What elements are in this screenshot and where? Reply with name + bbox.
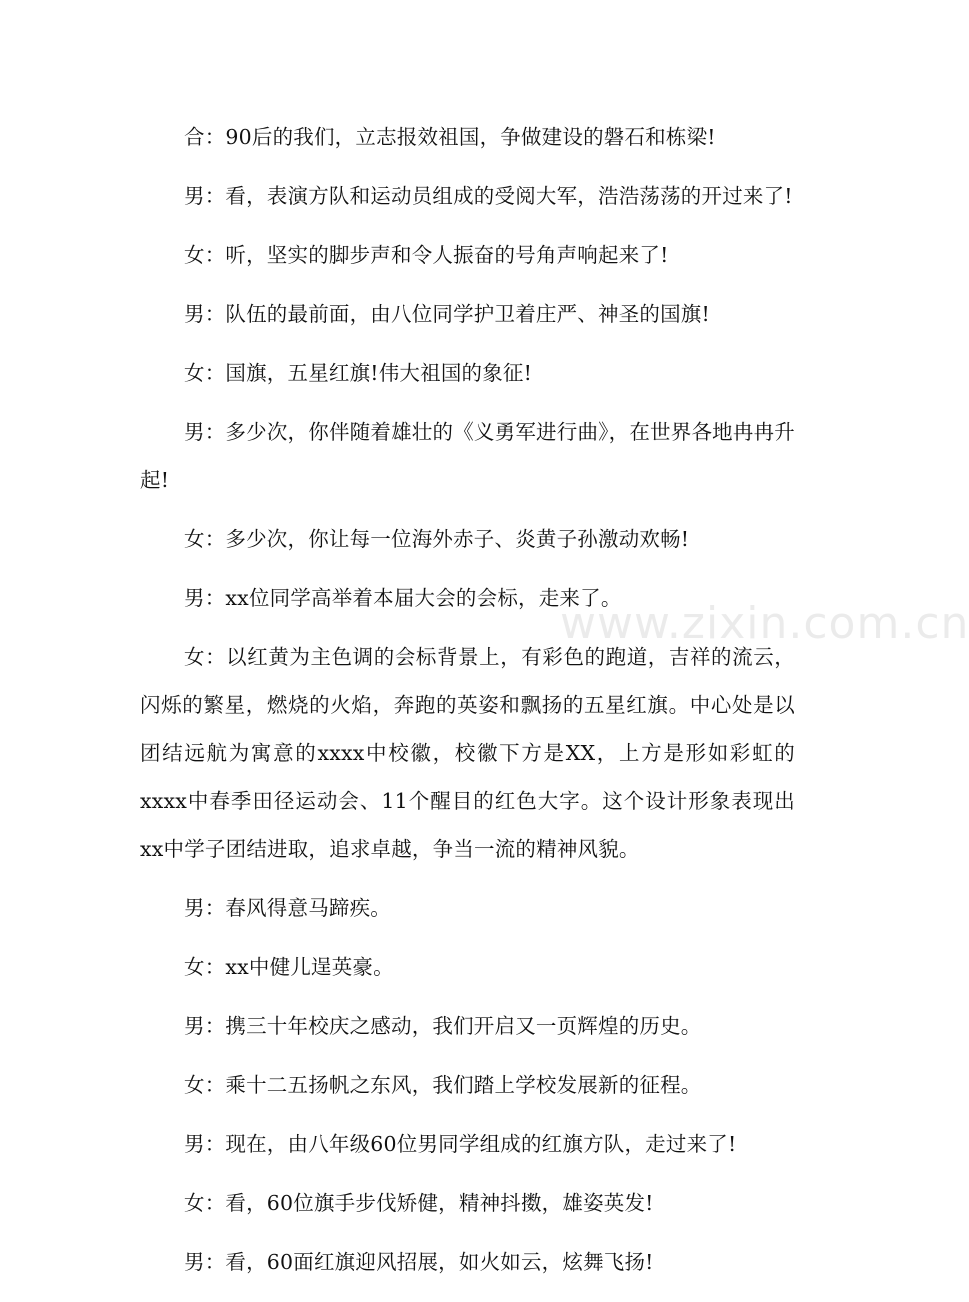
paragraph-5: 女：国旗，五星红旗!伟大祖国的象征!	[184, 361, 533, 385]
paragraph-14: 男：现在，由八年级60位男同学组成的红旗方队，走过来了!	[184, 1132, 737, 1156]
paragraph-13: 女：乘十二五扬帆之东风，我们踏上学校发展新的征程。	[184, 1073, 702, 1097]
paragraph-8: 男：xx位同学高举着本届大会的会标，走来了。	[184, 586, 622, 610]
document-body	[140, 113, 795, 1286]
paragraph-9: 女：以红黄为主色调的会标背景上，有彩色的跑道，吉祥的流云，闪烁的繁星，燃烧的火焰，奔跑的英姿和飘扬的五星红旗。中心处是以团结远航为寓意的xxxx中校徽，校徽下方是XX，上方是形如彩虹的xxxx中春季田径运动会、11个醒目的红色大字。这个设计形象表现出xx中学子团结进取，追求卓越，争当一流的精神风貌。	[140, 645, 795, 861]
paragraph-4: 男：队伍的最前面，由八位同学护卫着庄严、神圣的国旗!	[184, 302, 710, 326]
paragraph-10: 男：春风得意马蹄疾。	[184, 896, 391, 920]
paragraph-11: 女：xx中健儿逞英豪。	[184, 955, 394, 979]
watermark-text: www.zixin.com.cn	[560, 598, 969, 649]
paragraph-15: 女：看，60位旗手步伐矫健，精神抖擞，雄姿英发!	[184, 1191, 654, 1215]
paragraph-12: 男：携三十年校庆之感动，我们开启又一页辉煌的历史。	[184, 1014, 702, 1038]
paragraph-1: 合：90后的我们，立志报效祖国，争做建设的磐石和栋梁!	[184, 125, 716, 149]
paragraph-6: 男：多少次，你伴随着雄壮的《义勇军进行曲》，在世界各地冉冉升起!	[140, 420, 795, 492]
paragraph-7: 女：多少次，你让每一位海外赤子、炎黄子孙激动欢畅!	[184, 527, 690, 551]
paragraph-2: 男：看，表演方队和运动员组成的受阅大军，浩浩荡荡的开过来了!	[184, 184, 793, 208]
paragraph-16: 男：看，60面红旗迎风招展，如火如云，炫舞飞扬!	[184, 1250, 654, 1274]
paragraph-3: 女：听，坚实的脚步声和令人振奋的号角声响起来了!	[184, 243, 669, 267]
